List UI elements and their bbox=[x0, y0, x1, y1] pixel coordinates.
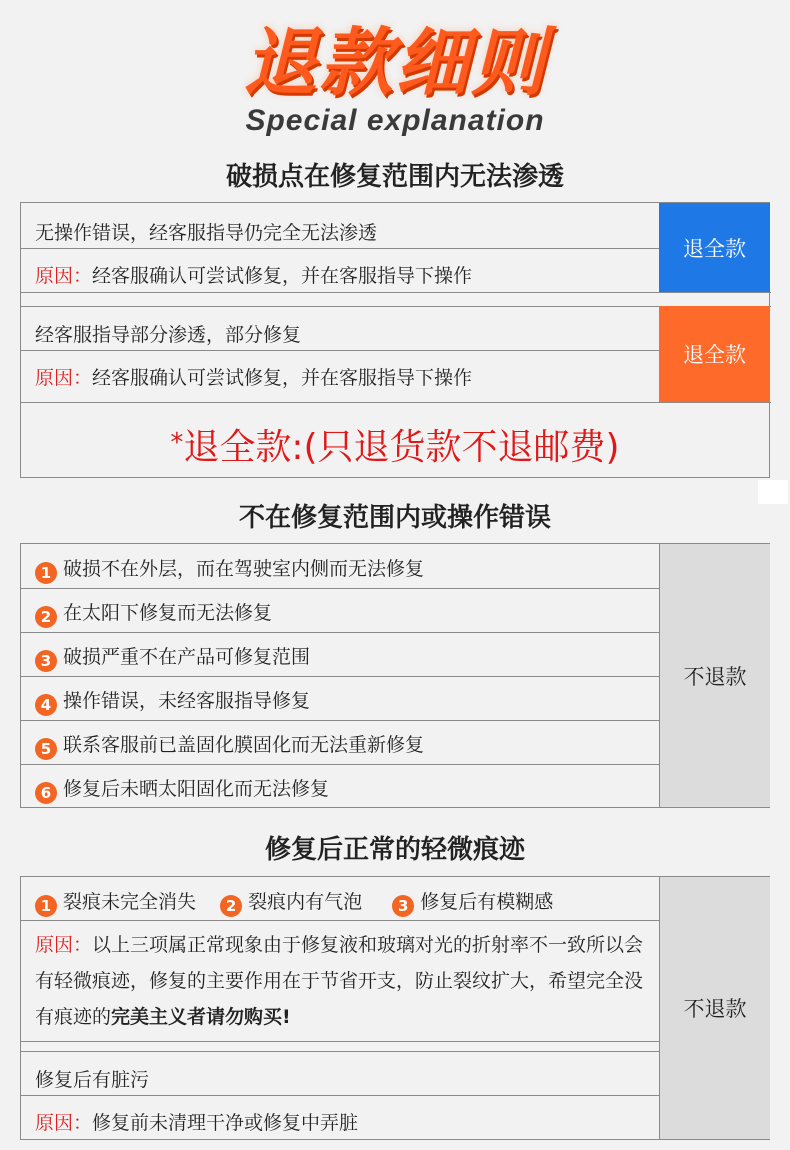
number-badge: 2 bbox=[35, 606, 57, 628]
page-subtitle: Special explanation bbox=[245, 104, 545, 137]
no-refund-badge: 不退款 bbox=[659, 877, 770, 1139]
block1-line: 无操作错误，经客服指导仍完全无法渗透 bbox=[35, 222, 378, 244]
note-star: * bbox=[170, 428, 184, 458]
list-item: 5 联系客服前已盖固化膜固化而无法重新修复 bbox=[35, 730, 424, 760]
page-title: 退款细则 bbox=[243, 20, 547, 106]
full-refund-badge: 退全款 bbox=[659, 306, 770, 402]
list-item: 修复后有模糊感 bbox=[420, 891, 554, 913]
full-refund-badge: 退全款 bbox=[659, 203, 770, 292]
dirty-line: 修复后有脏污 bbox=[35, 1069, 150, 1091]
reason-text: 经客服确认可尝试修复，并在客服指导下操作 bbox=[92, 265, 473, 287]
marks-list bbox=[35, 887, 553, 917]
block2-line: 经客服指导部分渗透，部分修复 bbox=[35, 324, 302, 346]
number-badge: 3 bbox=[392, 895, 414, 917]
section-title-minor-marks: 修复后正常的轻微痕迹 bbox=[264, 835, 525, 865]
list-item: 1 破损不在外层，而在驾驶室内侧而无法修复 bbox=[35, 554, 424, 584]
reason-label: 原因： bbox=[35, 934, 93, 956]
number-badge: 6 bbox=[35, 782, 57, 804]
reason-label: 原因： bbox=[35, 1112, 93, 1134]
reason-label: 原因： bbox=[35, 265, 93, 287]
block1-reason bbox=[35, 261, 472, 288]
list-item: 4 操作错误，未经客服指导修复 bbox=[35, 686, 310, 716]
reason-bold: 完美主义者请勿购买! bbox=[111, 1006, 291, 1028]
list-item: 3 破损严重不在产品可修复范围 bbox=[35, 642, 310, 672]
reason-text: 经客服确认可尝试修复，并在客服指导下操作 bbox=[92, 367, 473, 389]
no-refund-badge: 不退款 bbox=[659, 544, 770, 807]
list-item: 裂痕内有气泡 bbox=[248, 891, 363, 913]
refund-note bbox=[21, 419, 769, 470]
list-item: 裂痕未完全消失 bbox=[63, 891, 197, 913]
number-badge: 3 bbox=[35, 650, 57, 672]
list-item: 2 在太阳下修复而无法修复 bbox=[35, 598, 272, 628]
no-refund-table bbox=[20, 543, 770, 808]
reason-paragraph bbox=[35, 927, 645, 1035]
number-badge: 2 bbox=[220, 895, 242, 917]
list-item: 6 修复后未晒太阳固化而无法修复 bbox=[35, 774, 329, 804]
dirty-reason bbox=[35, 1108, 358, 1135]
number-badge: 1 bbox=[35, 895, 57, 917]
note-text: 退全款:(只退货款不退邮费) bbox=[183, 427, 620, 468]
section-title-not-repairable: 不在修复范围内或操作错误 bbox=[238, 503, 551, 533]
reason-text: 以上三项属正常现象由于修复液和玻璃对光的折射率不一致所以会有轻微痕迹，修复的主要作用在于节省开支，防止裂纹扩大，希望完全没有痕迹的 bbox=[35, 934, 644, 1028]
block2-reason bbox=[35, 363, 472, 390]
section-title-repairable: 破损点在修复范围内无法渗透 bbox=[225, 162, 564, 192]
refund-table-repairable bbox=[20, 202, 770, 478]
number-badge: 5 bbox=[35, 738, 57, 760]
number-badge: 1 bbox=[35, 562, 57, 584]
minor-marks-table bbox=[20, 876, 770, 1140]
number-badge: 4 bbox=[35, 694, 57, 716]
reason-label: 原因： bbox=[35, 367, 93, 389]
reason-text: 修复前未清理干净或修复中弄脏 bbox=[92, 1112, 359, 1134]
